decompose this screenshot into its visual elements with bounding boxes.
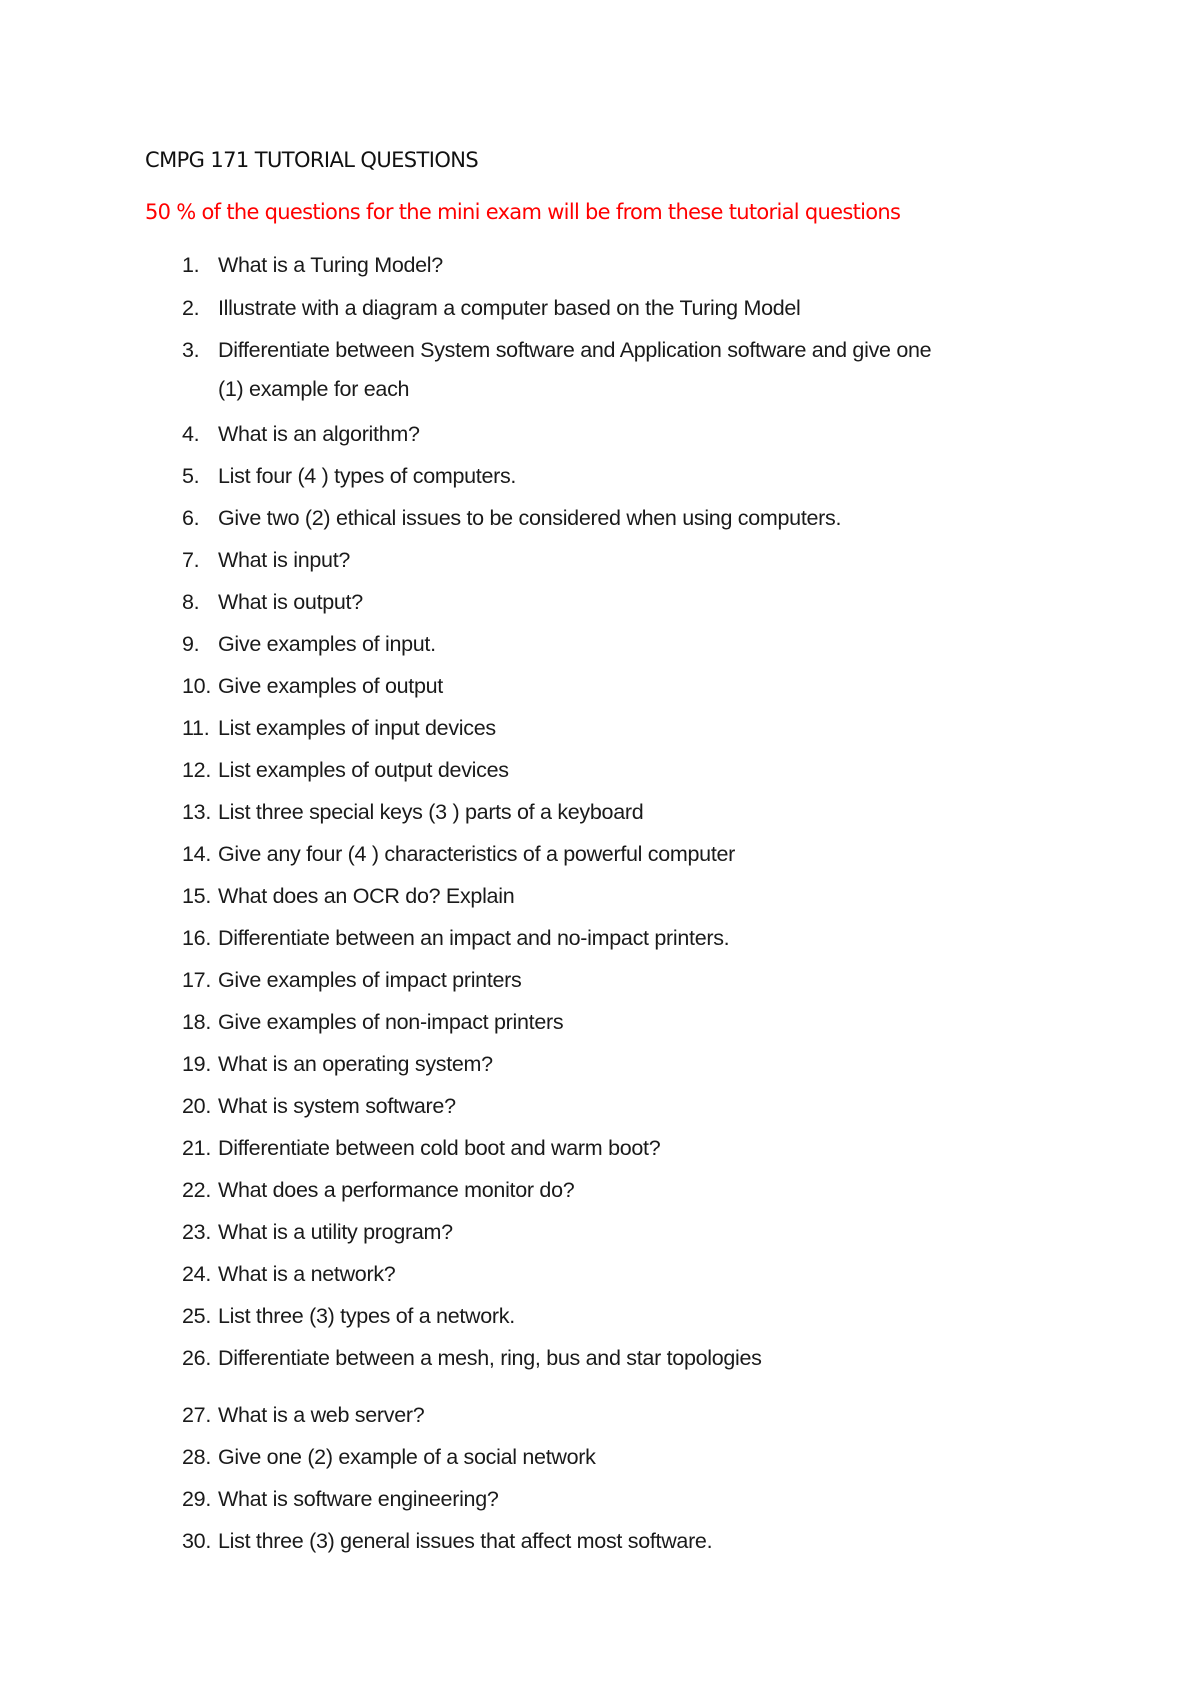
- question-number: 11.: [182, 716, 210, 740]
- exam-notice: 50 % of the questions for the mini exam will be from these tutorial questions: [145, 200, 901, 224]
- question-number: 18.: [182, 1010, 211, 1034]
- question-number: 15.: [182, 884, 211, 908]
- question-item: [182, 296, 801, 321]
- question-text: What is a web server?: [218, 1403, 425, 1427]
- question-number: 21.: [182, 1136, 211, 1160]
- question-number: 30.: [182, 1529, 211, 1553]
- question-number: 23.: [182, 1220, 211, 1244]
- question-item: [182, 338, 932, 401]
- question-text: List three (3) types of a network.: [218, 1304, 515, 1328]
- question-text: Differentiate between cold boot and warm boot?: [218, 1136, 661, 1160]
- question-text: What is a Turing Model?: [218, 253, 443, 277]
- question-item: [182, 1136, 660, 1161]
- question-text: Give examples of impact printers: [218, 968, 522, 992]
- question-item: [182, 1262, 395, 1287]
- question-number: 1.: [182, 253, 200, 277]
- question-number: 8.: [182, 590, 200, 614]
- question-item: [182, 716, 496, 741]
- question-item: [182, 464, 516, 489]
- question-text: What is output?: [218, 590, 363, 614]
- question-text: Give examples of input.: [218, 632, 436, 656]
- question-text: List three (3) general issues that affect most software.: [218, 1529, 713, 1553]
- question-item: [182, 968, 521, 993]
- question-item: [182, 926, 729, 951]
- document-title: CMPG 171 TUTORIAL QUESTIONS: [145, 148, 479, 172]
- question-item: [182, 1052, 493, 1077]
- question-item: [182, 1529, 712, 1554]
- question-text: Differentiate between an impact and no-impact printers.: [218, 926, 730, 950]
- question-item: [182, 1487, 499, 1512]
- question-number: 6.: [182, 506, 200, 530]
- question-number: 29.: [182, 1487, 211, 1511]
- question-item: [182, 422, 420, 447]
- question-text: What is system software?: [218, 1094, 456, 1118]
- question-item: [182, 1304, 515, 1329]
- question-item: [182, 674, 443, 699]
- question-item: [182, 632, 436, 657]
- question-text: Give one (2) example of a social network: [218, 1445, 596, 1469]
- question-number: 9.: [182, 632, 200, 656]
- question-text: Give examples of output: [218, 674, 443, 698]
- question-number: 24.: [182, 1262, 211, 1286]
- question-text: What is an algorithm?: [218, 422, 420, 446]
- question-text: List examples of input devices: [218, 716, 496, 740]
- question-number: 28.: [182, 1445, 211, 1469]
- question-number: 20.: [182, 1094, 211, 1118]
- question-item: [182, 253, 443, 278]
- question-number: 7.: [182, 548, 200, 572]
- question-item: [182, 758, 509, 783]
- question-number: 14.: [182, 842, 211, 866]
- question-text-continuation: (1) example for each: [218, 377, 410, 401]
- question-item: [182, 1094, 456, 1119]
- question-number: 17.: [182, 968, 211, 992]
- question-item: [182, 1010, 563, 1035]
- question-item: [182, 590, 363, 615]
- question-text: List three special keys (3 ) parts of a keyboard: [218, 800, 644, 824]
- question-item: [182, 506, 841, 531]
- question-item: [182, 1220, 453, 1245]
- question-text: What is an operating system?: [218, 1052, 493, 1076]
- question-item: [182, 1403, 424, 1428]
- question-text: What does a performance monitor do?: [218, 1178, 575, 1202]
- question-item: [182, 800, 643, 825]
- question-number: 10.: [182, 674, 211, 698]
- question-text: What is a utility program?: [218, 1220, 453, 1244]
- question-number: 5.: [182, 464, 200, 488]
- question-number: 19.: [182, 1052, 211, 1076]
- question-text: List examples of output devices: [218, 758, 509, 782]
- question-text: What does an OCR do? Explain: [218, 884, 515, 908]
- question-text: Give any four (4 ) characteristics of a powerful computer: [218, 842, 736, 866]
- question-number: 2.: [182, 296, 200, 320]
- question-number: 12.: [182, 758, 211, 782]
- question-item: [182, 842, 735, 867]
- question-number: 26.: [182, 1346, 211, 1370]
- question-text: What is a network?: [218, 1262, 396, 1286]
- question-number: 27.: [182, 1403, 211, 1427]
- question-item: [182, 1178, 574, 1203]
- question-item: [182, 548, 350, 573]
- question-number: 22.: [182, 1178, 211, 1202]
- question-text: Illustrate with a diagram a computer based on the Turing Model: [218, 296, 801, 320]
- question-text: What is software engineering?: [218, 1487, 499, 1511]
- question-item: [182, 1445, 596, 1470]
- question-text: Give two (2) ethical issues to be considered when using computers.: [218, 506, 842, 530]
- question-text: List four (4 ) types of computers.: [218, 464, 517, 488]
- question-number: 4.: [182, 422, 200, 446]
- question-text: Differentiate between a mesh, ring, bus and star topologies: [218, 1346, 762, 1370]
- question-text: Differentiate between System software and Application software and give one: [218, 338, 932, 362]
- question-number: 16.: [182, 926, 211, 950]
- question-number: 25.: [182, 1304, 211, 1328]
- question-item: [182, 884, 514, 909]
- question-number: 13.: [182, 800, 211, 824]
- question-item: [182, 1346, 762, 1371]
- question-number: 3.: [182, 338, 200, 362]
- question-text: Give examples of non-impact printers: [218, 1010, 564, 1034]
- question-text: What is input?: [218, 548, 351, 572]
